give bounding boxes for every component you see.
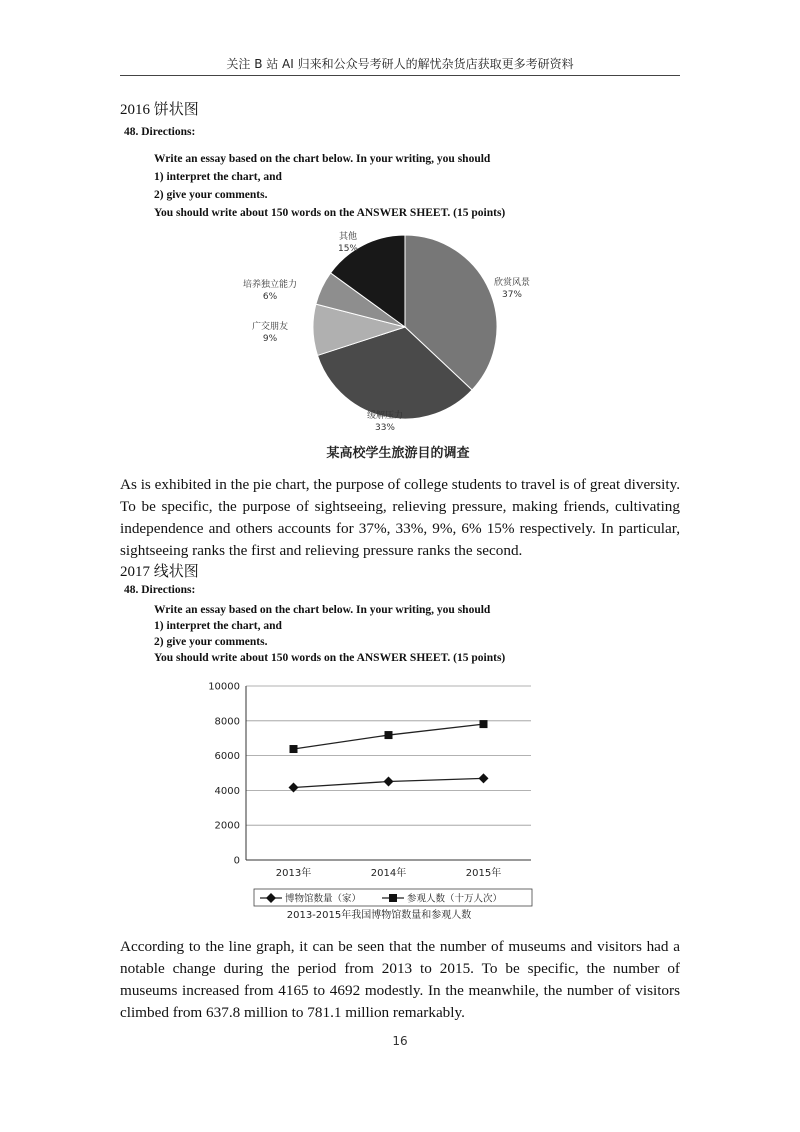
pie-slice-value: 9% (262, 334, 278, 344)
legend-marker (389, 894, 397, 902)
section-title-2016: 2016 饼状图 (120, 102, 199, 118)
directions-line: You should write about 150 words on the ANSWER SHEET. (15 points) (154, 652, 506, 664)
data-point (480, 720, 488, 728)
page-header: 关注 B 站 AI 归来和公众号考研人的解忧杂货店获取更多考研资料 (226, 57, 574, 71)
pie-slice-label: 缓解压力 (366, 411, 404, 421)
y-tick-label: 2000 (214, 820, 240, 832)
y-tick-label: 8000 (214, 716, 240, 728)
directions-line: 1) interpret the chart, and (154, 620, 282, 632)
pie-slice-label: 广交朋友 (251, 322, 289, 332)
paragraph-2017: According to the line graph, it can be seen that the number of museums and visitors had a notable change during the period from 2013 to 2015. To be specific, the number of museums increased from 4165 to 4692 modestly. In the meanwhile, the number of visitors climbed from 637.8 million to 781.1 million remarkably. (120, 938, 680, 1021)
directions-line: You should write about 150 words on the ANSWER SHEET. (15 points) (154, 207, 506, 219)
directions-line: Write an essay based on the chart below. In your writing, you should (154, 604, 491, 616)
directions-line: Write an essay based on the chart below. In your writing, you should (154, 153, 491, 165)
paragraph-2016: As is exhibited in the pie chart, the purpose of college students to travel is of great diversity. To be specific, the purpose of sightseeing, relieving pressure, making friends, cultivating independence and others accounts for 37%, 33%, 9%, 6% 15% respectively. In particular, sightseeing ranks the first and relieving pressure ranks the second. (120, 476, 680, 559)
directions-line: 2) give your comments. (154, 189, 268, 201)
y-tick-label: 6000 (214, 751, 240, 763)
data-point (289, 783, 299, 793)
y-tick-label: 0 (233, 855, 240, 867)
data-point (479, 773, 489, 783)
y-tick-label: 10000 (208, 681, 240, 693)
directions-line: 2) give your comments. (154, 636, 268, 648)
pie-slice-value: 33% (374, 423, 396, 433)
data-point (290, 745, 298, 753)
directions-heading: 48. Directions: (124, 126, 196, 138)
data-point (385, 731, 393, 739)
directions-block-2016 (124, 126, 505, 222)
header-rule (120, 75, 680, 76)
directions-heading: 48. Directions: (124, 584, 196, 596)
pie-slice-value: 6% (262, 292, 278, 302)
pie-slice-label: 其他 (338, 232, 358, 242)
line-chart-title: 2013-2015年我国博物馆数量和参观人数 (286, 910, 472, 921)
data-point (384, 777, 394, 787)
directions-block-2017 (124, 584, 505, 666)
page-number: 16 (392, 1034, 408, 1048)
legend-label: 博物馆数量（家） (285, 893, 362, 905)
pie-slice-value: 15% (337, 244, 359, 254)
pie-slice-label: 欣赏风景 (493, 278, 531, 288)
pie-chart (200, 225, 600, 465)
pie-slice-value: 37% (501, 290, 523, 300)
pie-slice-label: 培养独立能力 (242, 280, 298, 290)
x-tick-label: 2015年 (465, 868, 502, 879)
x-tick-label: 2014年 (370, 868, 407, 879)
pie-chart-title: 某高校学生旅游目的调查 (326, 446, 470, 461)
line-chart (196, 676, 546, 926)
section-title-2017: 2017 线状图 (120, 564, 199, 580)
y-tick-label: 4000 (214, 785, 240, 797)
legend-label: 参观人数（十万人次） (407, 893, 503, 905)
x-tick-label: 2013年 (275, 868, 312, 879)
directions-line: 1) interpret the chart, and (154, 171, 282, 183)
